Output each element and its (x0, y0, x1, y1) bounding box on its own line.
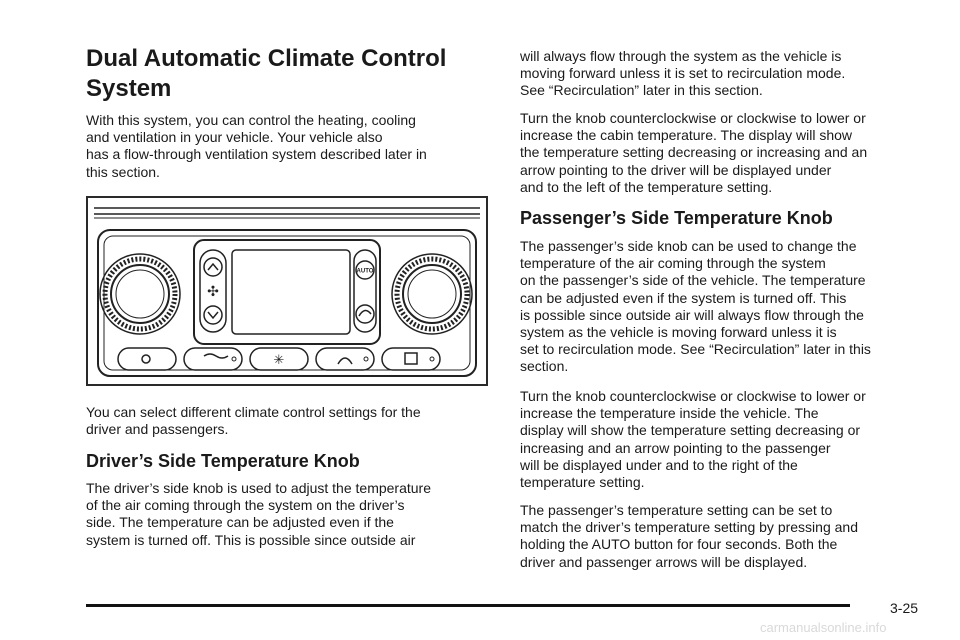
watermark: carmanualsonline.info (760, 620, 887, 635)
passenger-knob-heading: Passenger’s Side Temperature Knob (520, 208, 833, 228)
footer-rule (86, 604, 850, 607)
fan-icon: ✣ (207, 284, 219, 300)
driver-temperature-knob (100, 254, 180, 334)
passenger-turn-paragraph: Turn the knob counterclockwise or clockwise to lower or increase the temperature inside the vehicle. The display will show the temperature setting decreasing or increasing and an arrow pointing to the passenger will be displayed under and to the right of the temperature setting. (520, 388, 866, 491)
climate-control-panel-drawing (88, 198, 486, 384)
climate-control-illustration (86, 196, 488, 386)
temperature-display (232, 250, 350, 334)
intro-paragraph: With this system, you can control the heating, cooling and ventilation in your vehicle. Your vehicle also has a flow-through ventilation system described later in this section. (86, 112, 427, 180)
driver-knob-heading: Driver’s Side Temperature Knob (86, 451, 360, 471)
passenger-temperature-knob (392, 254, 472, 334)
ac-icon: ✳ (273, 353, 285, 368)
mode-button-row (118, 348, 440, 370)
continued-paragraph: will always flow through the system as the vehicle is moving forward unless it is set to recirculation mode. See “Recirculation” later in this section. (520, 48, 846, 99)
auto-label: AUTO (356, 268, 374, 275)
driver-turn-paragraph: Turn the knob counterclockwise or clockwise to lower or increase the cabin temperature. The display will show the temperature setting decreasing or increasing and an arrow pointing to the driver will be displayed under and to the left of the temperature setting. (520, 110, 868, 195)
recirculation-icon (356, 305, 374, 323)
page-number: 3-25 (890, 600, 919, 616)
passenger-knob-paragraph: The passenger’s side knob can be used to change the temperature of the air coming through the system on the passenger’s side of the vehicle. The temperature can be adjusted even if the system is turned off. This is possible since outside air will always flow through the system as the vehicle is moving forward unless it is set to recirculation mode. See “Recirculation” later in this section. (520, 238, 871, 375)
page-title: Dual Automatic Climate Control System (86, 45, 447, 102)
left-column (86, 0, 488, 548)
settings-paragraph: You can select different climate control settings for the driver and passengers. (86, 404, 421, 438)
match-temperature-paragraph: The passenger’s temperature setting can be set to match the driver’s temperature setting by pressing and holding the AUTO button for four seconds. Both the driver and passenger arrows will be displayed. (520, 502, 858, 570)
driver-knob-paragraph: The driver’s side knob is used to adjust the temperature of the air coming through the system on the driver’s side. The temperature can be adjusted even if the system is turned off. This is possible since outside air (86, 480, 432, 548)
